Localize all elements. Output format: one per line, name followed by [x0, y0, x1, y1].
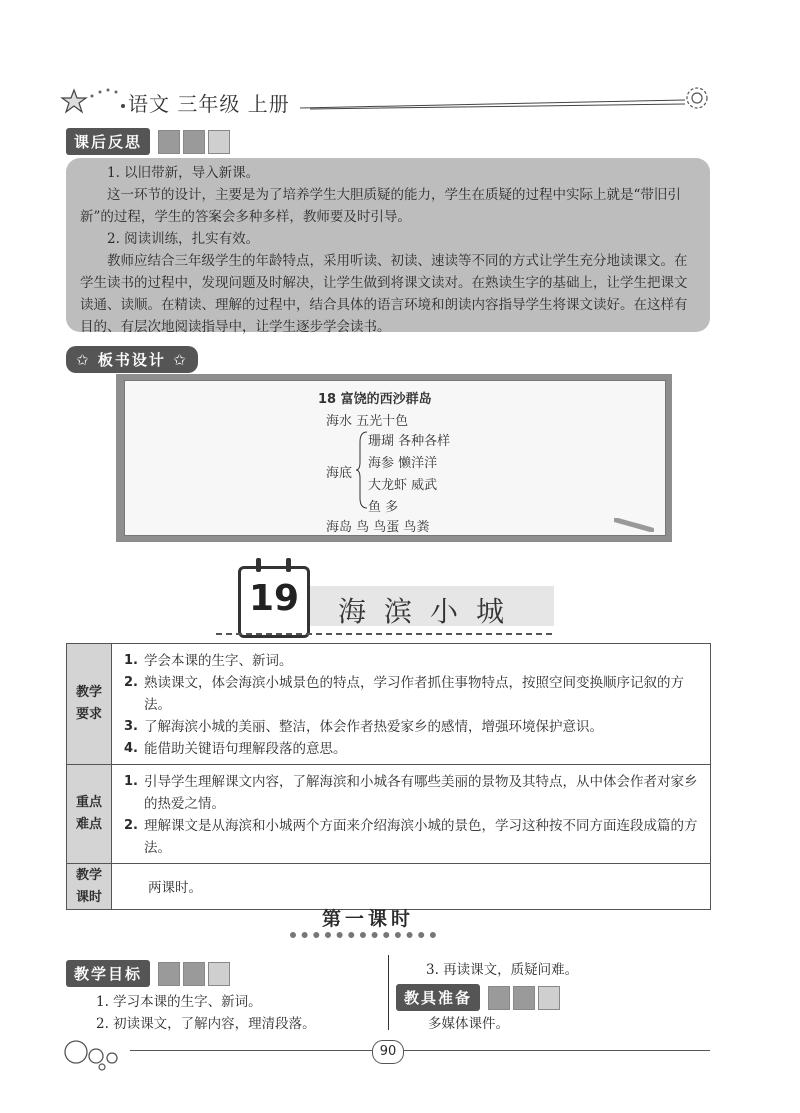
reflection-tab-label: 课后反思 — [66, 128, 150, 155]
item-text: 理解课文是从海滨和小城两个方面来介绍海滨小城的景色，学习这种按不同方面连段成篇的方法。 — [144, 818, 698, 856]
star-decoration-icon — [60, 84, 130, 118]
board-seabed-item: 鱼 多 — [368, 500, 399, 515]
periods-cell — [112, 864, 711, 910]
list-item — [124, 716, 700, 738]
star-icon: ✩ — [173, 351, 188, 369]
item-number: 1. — [124, 774, 138, 789]
board-seabed-label: 海底 — [326, 466, 353, 481]
item-number: 2. — [124, 818, 138, 833]
tab-square — [488, 986, 510, 1010]
goal-item: 1. 学习本课的生字、新词。 — [96, 994, 262, 1010]
item-number: 4. — [124, 741, 138, 756]
table-row — [67, 644, 711, 765]
item-number: 3. — [124, 719, 138, 734]
row-header-key-points — [67, 765, 112, 864]
board-seabed-item: 大龙虾 威武 — [368, 478, 438, 493]
tab-square — [208, 962, 230, 986]
item-text: 引导学生理解课文内容，了解海滨和小城各有哪些美丽的景物及其特点，从中体会作者对家乡的热爱之情。 — [144, 774, 698, 812]
goals-tab — [66, 960, 230, 987]
board-title: 18 富饶的西沙群岛 — [318, 392, 432, 407]
goals-tab-label: 教学目标 — [66, 960, 150, 987]
banner-underline — [216, 633, 552, 635]
chalk-icon — [614, 518, 654, 532]
column-divider — [388, 955, 389, 1030]
lesson-plan-table — [66, 643, 711, 910]
tab-square — [183, 962, 205, 986]
title-underline — [290, 932, 436, 938]
tab-square — [183, 130, 205, 154]
periods-text: 两课时。 — [148, 879, 202, 896]
reflection-tab — [66, 128, 230, 155]
lesson-number: 19 — [248, 578, 300, 619]
page-number: 90 — [372, 1040, 404, 1064]
list-item — [124, 672, 700, 716]
header-title: 语文 三年级 上册 — [128, 92, 290, 116]
reflection-point-1: 1. 以旧带新，导入新课。 — [107, 165, 260, 181]
item-number: 2. — [124, 675, 138, 690]
requirements-cell — [112, 644, 711, 765]
list-item — [124, 650, 700, 672]
tools-tab-label: 教具准备 — [396, 984, 480, 1011]
reflection-paragraph-1: 这一环节的设计，主要是为了培养学生大胆质疑的能力，学生在质疑的过程中实际上就是“带旧引新”的过程，学生的答案会多种多样，教师要及时引导。 — [80, 187, 681, 225]
reflection-paragraph-2: 教师应结合三年级学生的年龄特点，采用听读、初读、速读等不同的方式让学生充分地读课文。在学生读书的过程中，发现问题及时解决，让学生做到将课文读对。在熟读生字的基础上，让学生把课文读通、读顺。在精读、理解的过程中，结合具体的语言环境和朗读内容指导学生将课文读好。在这样有目的、有层次地阅读指导中，让学生逐步学会读书。 — [80, 253, 688, 335]
tab-square — [158, 962, 180, 986]
tools-tab — [396, 984, 560, 1011]
goal-item: 2. 初读课文，了解内容，理清段落。 — [96, 1016, 316, 1032]
board-brace — [356, 430, 368, 510]
calendar-rings-icon — [252, 558, 296, 574]
item-text: 熟读课文，体会海滨小城景色的特点，学习作者抓住事物特点，按照空间变换顺序记叙的方法。 — [144, 675, 684, 713]
table-row — [67, 765, 711, 864]
swirl-decoration-icon — [684, 86, 710, 110]
first-period-title: 第一课时 — [322, 908, 415, 930]
item-number: 1. — [124, 653, 138, 668]
lesson-title: 海滨小城 — [338, 595, 523, 628]
goal-item: 3. 再读课文，质疑问难。 — [426, 962, 579, 978]
list-item — [124, 738, 700, 760]
tab-square — [513, 986, 535, 1010]
bubbles-decoration-icon — [62, 1038, 132, 1072]
board-line-sea: 海水 五光十色 — [326, 414, 409, 429]
header-rule — [300, 96, 690, 110]
board-line-island: 海岛 鸟 鸟蛋 鸟粪 — [326, 520, 430, 535]
reflection-point-2: 2. 阅读训练，扎实有效。 — [107, 231, 260, 247]
board-design-tab — [66, 346, 198, 373]
tab-square — [538, 986, 560, 1010]
tab-square — [208, 130, 230, 154]
list-item — [124, 815, 700, 859]
row-header-periods — [67, 864, 112, 910]
star-icon: ✩ — [76, 351, 91, 369]
row-header-text: 教学 课时 — [75, 867, 102, 905]
footer-rule — [130, 1050, 710, 1051]
board-design-label: 板书设计 — [97, 351, 166, 369]
board-seabed-item: 海参 懒洋洋 — [368, 456, 438, 471]
board-seabed-item: 珊瑚 各种各样 — [368, 434, 451, 449]
table-row — [67, 864, 711, 910]
row-header-text: 重点 难点 — [75, 795, 102, 832]
reflection-box — [66, 158, 710, 335]
row-header-requirements — [67, 644, 112, 765]
row-header-text: 教学 要求 — [75, 685, 102, 722]
item-text: 学会本课的生字、新词。 — [144, 653, 293, 669]
list-item — [124, 771, 700, 815]
tools-text: 多媒体课件。 — [428, 1016, 509, 1032]
key-points-cell — [112, 765, 711, 864]
item-text: 能借助关键语句理解段落的意思。 — [144, 741, 347, 757]
item-text: 了解海滨小城的美丽、整洁，体会作者热爱家乡的感情，增强环境保护意识。 — [144, 719, 603, 735]
tab-square — [158, 130, 180, 154]
